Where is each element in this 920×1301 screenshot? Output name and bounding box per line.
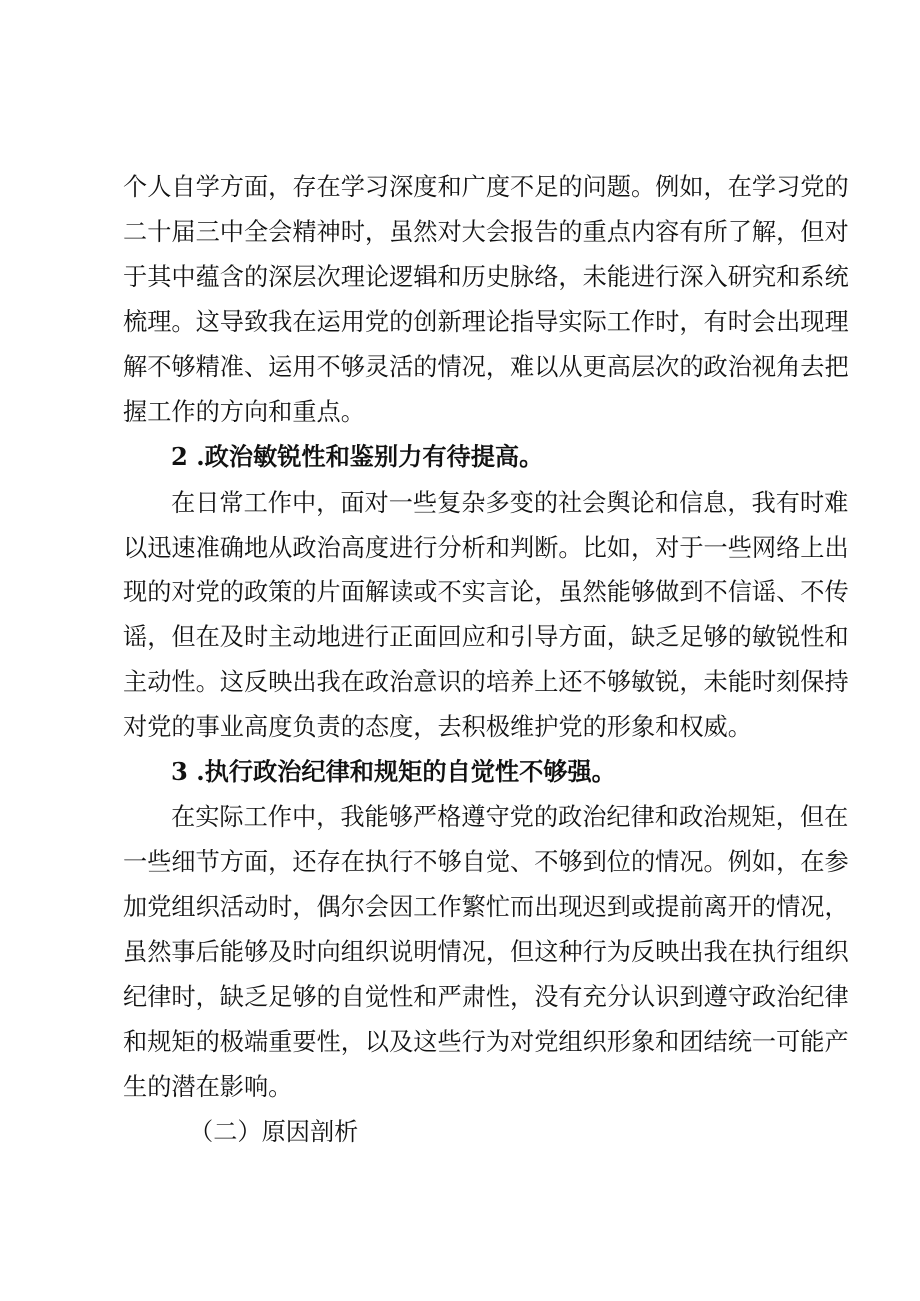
paragraph2-line-1: 在日常工作中，面对一些复杂多变的社会舆论和信息，我有时难	[171, 489, 849, 517]
section-heading-cause-analysis: （二）原因剖析	[189, 1118, 359, 1146]
paragraph2-line-4: 谣，但在及时主动地进行正面回应和引导方面，缺乏足够的敏锐性和	[123, 623, 849, 651]
paragraph2-line-2: 以迅速准确地从政治高度进行分析和判断。比如，对于一些网络上出	[123, 534, 849, 562]
paragraph1-line-4: 梳理。这导致我在运用党的创新理论指导实际工作时，有时会出现理	[123, 308, 849, 336]
heading-discipline-awareness: 3 .执行政治纪律和规矩的自觉性不够强。	[171, 757, 616, 786]
paragraph3-line-2: 一些细节方面，还存在执行不够自觉、不够到位的情况。例如，在参	[123, 848, 849, 876]
paragraph1-line-5: 解不够精准、运用不够灵活的情况，难以从更高层次的政治视角去把	[123, 353, 849, 381]
paragraph1-line-6: 握工作的方向和重点。	[123, 398, 365, 426]
heading-political-sensitivity: 2 .政治敏锐性和鉴别力有待提高。	[171, 442, 544, 471]
paragraph3-line-5: 纪律时，缺乏足够的自觉性和严肃性，没有充分认识到遵守政治纪律	[123, 983, 849, 1011]
paragraph3-line-3: 加党组织活动时，偶尔会因工作繁忙而出现迟到或提前离开的情况，	[123, 893, 849, 921]
paragraph3-line-1: 在实际工作中，我能够严格遵守党的政治纪律和政治规矩，但在	[171, 803, 849, 831]
paragraph3-line-7: 生的潜在影响。	[123, 1073, 293, 1101]
paragraph2-line-6: 对党的事业高度负责的态度，去积极维护党的形象和权威。	[123, 713, 752, 741]
paragraph1-line-1: 个人自学方面，存在学习深度和广度不足的问题。例如，在学习党的	[123, 173, 849, 201]
paragraph3-line-6: 和规矩的极端重要性，以及这些行为对党组织形象和团结统一可能产	[123, 1028, 849, 1056]
paragraph3-line-4: 虽然事后能够及时向组织说明情况，但这种行为反映出我在执行组织	[123, 938, 849, 966]
paragraph1-line-3: 于其中蕴含的深层次理论逻辑和历史脉络，未能进行深入研究和系统	[123, 263, 849, 291]
paragraph2-line-5: 主动性。这反映出我在政治意识的培养上还不够敏锐，未能时刻保持	[123, 668, 849, 696]
paragraph2-line-3: 现的对党的政策的片面解读或不实言论，虽然能够做到不信谣、不传	[123, 578, 849, 606]
paragraph1-line-2: 二十届三中全会精神时，虽然对大会报告的重点内容有所了解，但对	[123, 218, 849, 246]
